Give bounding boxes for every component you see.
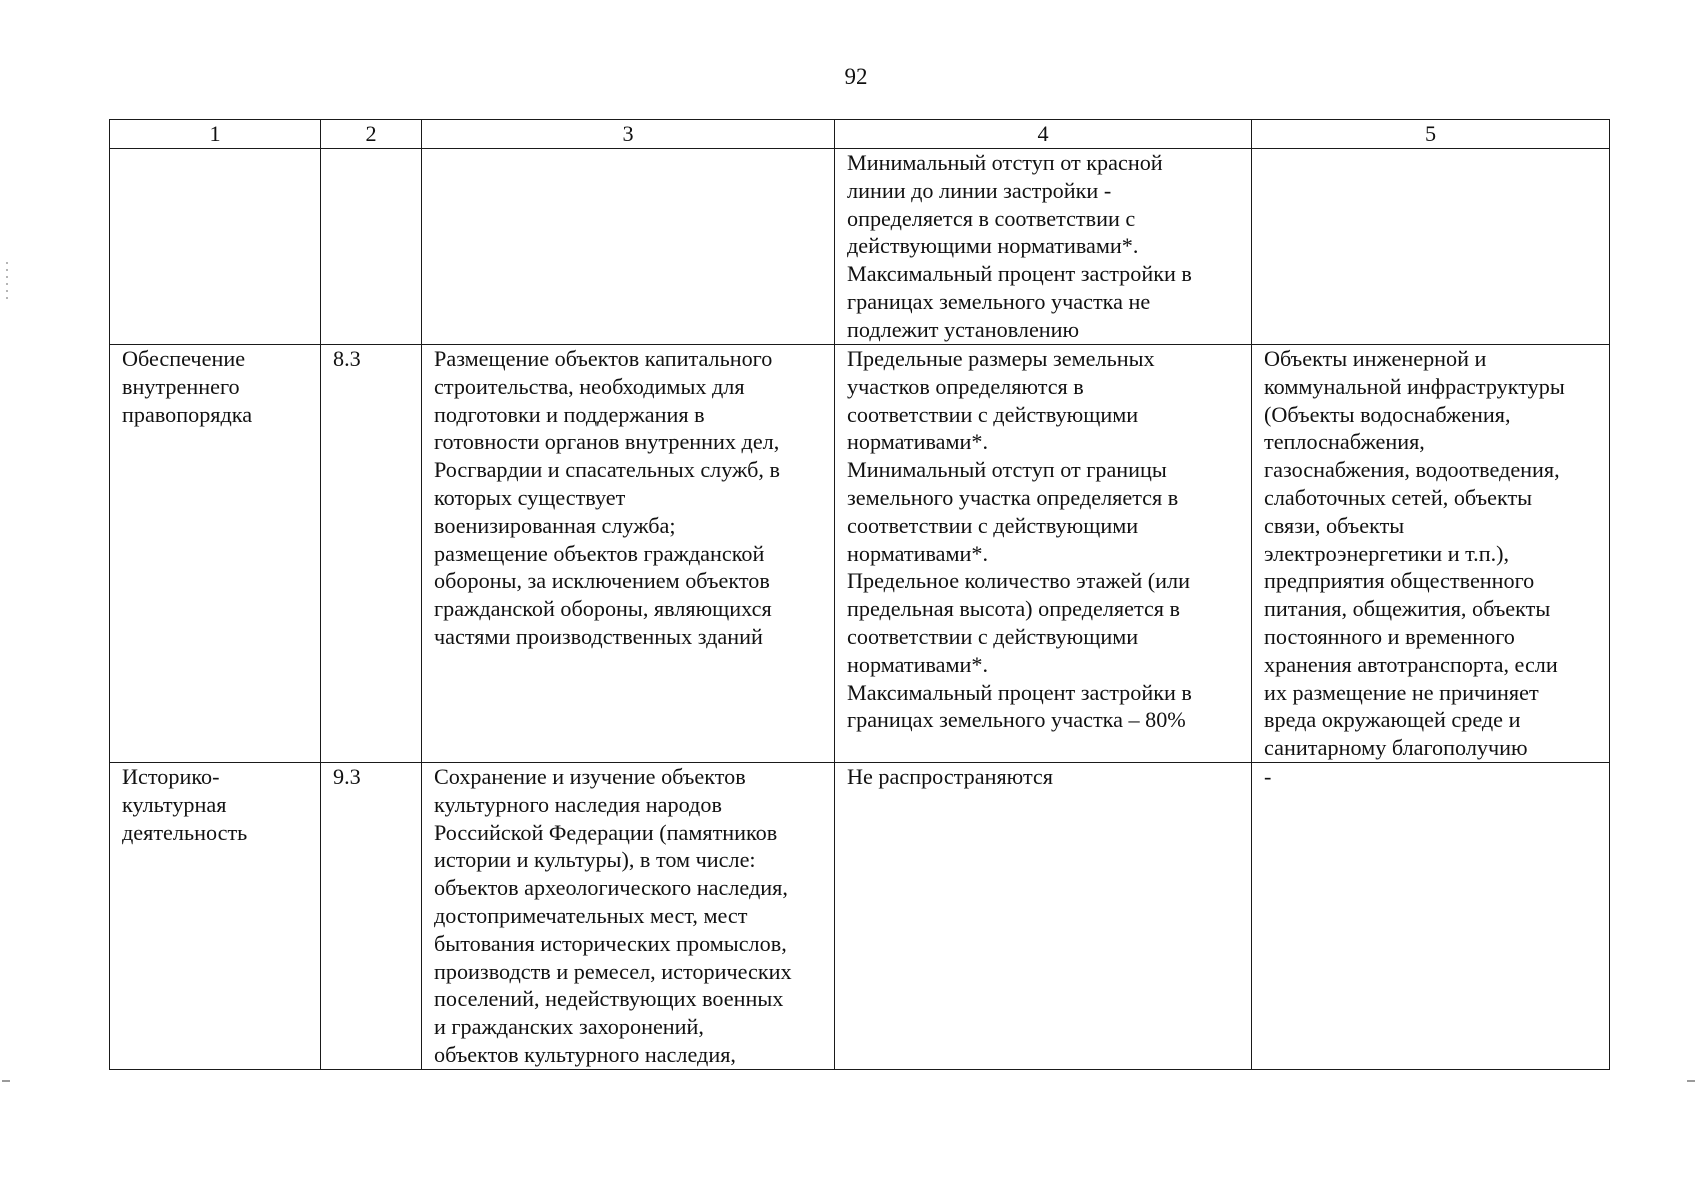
- land-use-name: Историко- культурная деятельность: [122, 763, 248, 845]
- land-use-name-cell: [110, 149, 321, 345]
- land-use-name-cell: [110, 762, 321, 1069]
- table-row: [110, 762, 1610, 1069]
- land-use-description: Размещение объектов капитального строительства, необходимых для подготовки и поддержания в готовности органов внутренних дел, Росгвардии и спасательных служб, в которых существует военизированная служба; размещение объектов гражданской обороны, за исключением объектов гражданской обороны, являющихся частями производственных зданий: [434, 346, 780, 649]
- land-use-code-cell: [321, 345, 422, 763]
- land-use-name: Обеспечение внутреннего правопорядка: [122, 346, 253, 427]
- land-use-description-cell: [422, 345, 835, 763]
- left-edge-mark: [2, 1080, 10, 1082]
- notes-cell: [1252, 762, 1610, 1069]
- land-use-description-cell: [422, 762, 835, 1069]
- land-use-description: Сохранение и изучение объектов культурного наследия народов Российской Федерации (памятников истории и культуры), в том числе: объектов археологического наследия, достопримечательных мест, мест бытования исторических промыслов, производств и ремесел, исторических поселений, недействующих военных и гражданских захоронений, объектов культурного наследия,: [434, 763, 792, 1067]
- column-header: 1: [110, 120, 321, 149]
- notes-text: -: [1264, 763, 1272, 789]
- column-header: 2: [321, 120, 422, 149]
- regulations-table: [109, 119, 1610, 1070]
- left-margin-mark: [6, 262, 8, 302]
- notes-text: Объекты инженерной и коммунальной инфраструктуры (Объекты водоснабжения, теплоснабжения, газоснабжения, водоотведения, слаботочных сетей, объекты связи, объекты электроэнергетики и т.п.), предприятия общественного питания, общежития, объекты постоянного и временного хранения автотранспорта, если их размещение не причиняет вреда окружающей среде и санитарному благополучию: [1264, 346, 1565, 761]
- table-row: [110, 149, 1610, 345]
- column-header: 5: [1252, 120, 1610, 149]
- land-use-code: 8.3: [333, 346, 361, 371]
- table-row: [110, 345, 1610, 763]
- land-use-name-cell: [110, 345, 321, 763]
- parameters-cell: [835, 149, 1252, 345]
- land-use-code-cell: [321, 762, 422, 1069]
- right-edge-mark: [1687, 1080, 1695, 1082]
- parameters-text: Предельные размеры земельных участков определяются в соответствии с действующими нормативами*. Минимальный отступ от границы земельного участка определяется в соответствии с действующими нормативами*. Предельное количество этажей (или предельная высота) определяется в соответствии с действующими нормативами*. Максимальный процент застройки в границах земельного участка – 80%: [847, 346, 1192, 733]
- land-use-description-cell: [422, 149, 835, 345]
- notes-cell: [1252, 345, 1610, 763]
- parameters-cell: [835, 762, 1252, 1069]
- parameters-cell: [835, 345, 1252, 763]
- parameters-text: Минимальный отступ от красной линии до линии застройки - определяется в соответствии с действующими нормативами*. Максимальный процент застройки в границах земельного участка не подлежит установлению: [847, 150, 1192, 342]
- land-use-code: 9.3: [333, 763, 361, 789]
- table-header-row: [110, 120, 1610, 149]
- column-header: 4: [835, 120, 1252, 149]
- page-number: 92: [844, 64, 868, 89]
- land-use-code-cell: [321, 149, 422, 345]
- column-header: 3: [422, 120, 835, 149]
- notes-cell: [1252, 149, 1610, 345]
- parameters-text: Не распространяются: [847, 763, 1053, 789]
